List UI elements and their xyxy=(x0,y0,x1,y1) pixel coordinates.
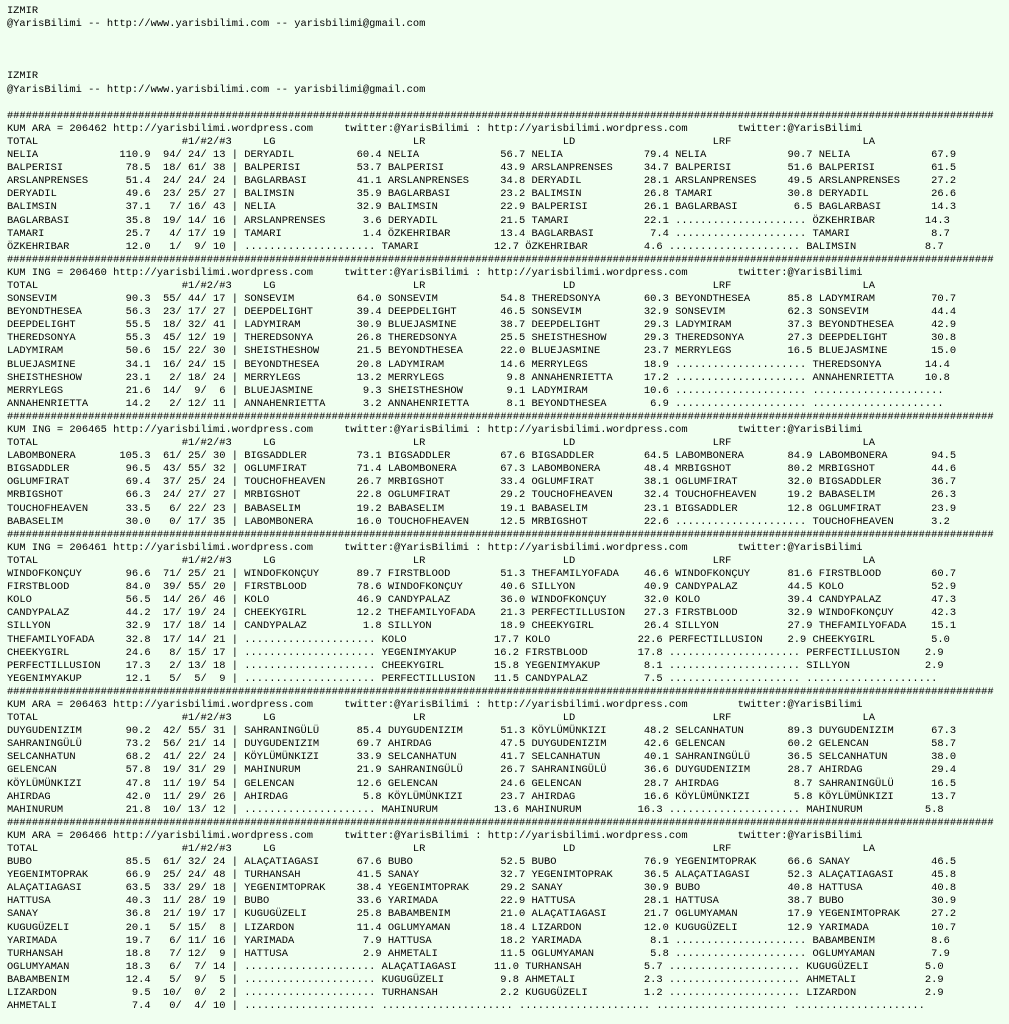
table-row: THEREDSONYA 55.3 45/ 12/ 19 | THEREDSONYA 26.8 THEREDSONYA 25.5 SHEISTHESHOW 29.3 THEREDSONYA 27.3 DEEPDELIGHT 30.8 xyxy=(6,332,957,345)
blank-line xyxy=(7,97,1000,110)
table-row: YEGENIMYAKUP 12.1 5/ 5/ 9 | ..................... PERFECTILLUSION 11.5 CANDYPALAZ 7.5 ..................... ..................... xyxy=(6,672,938,685)
separator-line: ############################################################################################################################################################## xyxy=(6,109,994,122)
table-row: LIZARDON 9.5 10/ 0/ 2 | ..................... TURHANSAH 2.2 KUGUGÜZELI 1.2 ..................... LIZARDON 2.9 xyxy=(6,987,944,1000)
table-row: HATTUSA 40.3 11/ 28/ 19 | BUBO 33.6 YARIMADA 22.9 HATTUSA 28.1 HATTUSA 38.7 BUBO 30.9 xyxy=(6,895,957,908)
text-line: IZMIR xyxy=(6,70,39,83)
column-header-line: TOTAL #1/#2/#3 LG LR LD LRF LA xyxy=(6,437,875,450)
separator-line: ############################################################################################################################################################## xyxy=(6,685,994,698)
table-row: CANDYPALAZ 44.2 17/ 19/ 24 | CHEEKYGIRL 12.2 THEFAMILYOFADA 21.3 PERFECTILLUSION 27.3 FIRSTBLOOD 32.9 WINDOFKONÇUY 42.3 xyxy=(6,607,957,620)
text-line: @YarisBilimi -- http://www.yarisbilimi.com -- yarisbilimi@gmail.com xyxy=(6,83,426,96)
blank-line xyxy=(7,57,1000,70)
separator-line: ############################################################################################################################################################## xyxy=(6,816,994,829)
table-row: ALAÇATIAGASI 63.5 33/ 29/ 18 | YEGENIMTOPRAK 38.4 YEGENIMTOPRAK 29.2 SANAY 30.9 BUBO 40.8 HATTUSA 40.8 xyxy=(6,882,957,895)
blank-line xyxy=(7,44,1000,57)
race-header-line: KUM ARA = 206466 http://yarisbilimi.wordpress.com twitter:@YarisBilimi : http://yarisbilimi.wordpress.com twitter:@YarisBilimi xyxy=(6,829,863,842)
table-row: DERYADIL 49.6 23/ 25/ 27 | BALIMSIN 35.9 BAGLARBASI 23.2 BALIMSIN 26.8 TAMARI 30.8 DERYADIL 26.6 xyxy=(6,188,957,201)
column-header-line: TOTAL #1/#2/#3 LG LR LD LRF LA xyxy=(6,554,875,567)
table-row: MERRYLEGS 21.6 14/ 9/ 6 | BLUEJASMINE 9.3 SHEISTHESHOW 9.1 LADYMIRAM 10.6 ..................... ..................... xyxy=(6,384,944,397)
table-row: YEGENIMTOPRAK 66.9 25/ 24/ 48 | TURHANSAH 41.5 SANAY 32.7 YEGENIMTOPRAK 36.5 ALAÇATIAGASI 52.3 ALAÇATIAGASI 45.8 xyxy=(6,869,957,882)
table-row: PERFECTILLUSION 17.3 2/ 13/ 18 | ..................... CHEEKYGIRL 15.8 YEGENIMYAKUP 8.1 ..................... SILLYON 2.9 xyxy=(6,659,944,672)
table-row: AHMETALI 7.4 0/ 4/ 10 | ..................... ..................... ..................... ..................... ..................... xyxy=(6,1000,925,1013)
table-row: KOLO 56.5 14/ 26/ 46 | KOLO 46.9 CANDYPALAZ 36.0 WINDOFKONÇUY 32.0 KOLO 39.4 CANDYPALAZ 47.3 xyxy=(6,594,957,607)
table-row: MAHINURUM 21.8 10/ 13/ 12 | ..................... MAHINURUM 13.6 MAHINURUM 16.3 ..................... MAHINURUM 5.8 xyxy=(6,803,944,816)
table-row: SHEISTHESHOW 23.1 2/ 18/ 24 | MERRYLEGS 13.2 MERRYLEGS 9.8 ANNAHENRIETTA 17.2 ..................... ANNAHENRIETTA 10.8 xyxy=(6,371,950,384)
table-row: KÖYLÜMÜNKIZI 47.8 11/ 19/ 54 | GELENCAN 12.6 GELENCAN 24.6 GELENCAN 28.7 AHIRDAG 8.7 SAHRANINGÜLÜ 16.5 xyxy=(6,777,957,790)
column-header-line: TOTAL #1/#2/#3 LG LR LD LRF LA xyxy=(6,712,875,725)
table-row: BLUEJASMINE 34.1 16/ 24/ 15 | BEYONDTHESEA 20.8 LADYMIRAM 14.6 MERRYLEGS 18.9 ..................... THEREDSONYA 14.4 xyxy=(6,358,950,371)
table-row: LADYMIRAM 50.6 15/ 22/ 30 | SHEISTHESHOW 21.5 BEYONDTHESEA 22.0 BLUEJASMINE 23.7 MERRYLEGS 16.5 BLUEJASMINE 15.0 xyxy=(6,345,957,358)
text-line: @YarisBilimi -- http://www.yarisbilimi.com -- yarisbilimi@gmail.com xyxy=(6,18,426,31)
table-row: BIGSADDLER 96.5 43/ 55/ 32 | OGLUMFIRAT 71.4 LABOMBONERA 67.3 LABOMBONERA 48.4 MRBIGSHOT 80.2 MRBIGSHOT 44.6 xyxy=(6,463,957,476)
table-row: KUGUGÜZELI 20.1 5/ 15/ 8 | LIZARDON 11.4 OGLUMYAMAN 18.4 LIZARDON 12.0 KUGUGÜZELI 12.9 YARIMADA 10.7 xyxy=(6,921,957,934)
table-row: FIRSTBLOOD 84.0 39/ 55/ 20 | FIRSTBLOOD 78.6 WINDOFKONÇUY 40.6 SILLYON 40.9 CANDYPALAZ 44.5 KOLO 52.9 xyxy=(6,581,957,594)
table-row: DEEPDELIGHT 55.5 18/ 32/ 41 | LADYMIRAM 30.9 BLUEJASMINE 38.7 DEEPDELIGHT 29.3 LADYMIRAM 37.3 BEYONDTHESEA 42.9 xyxy=(6,319,957,332)
race-header-line: KUM ARA = 206462 http://yarisbilimi.wordpress.com twitter:@YarisBilimi : http://yarisbilimi.wordpress.com twitter:@YarisBilimi xyxy=(6,122,863,135)
table-row: WINDOFKONÇUY 96.6 71/ 25/ 21 | WINDOFKONÇUY 89.7 FIRSTBLOOD 51.3 THEFAMILYOFADA 46.6 WINDOFKONÇUY 81.6 FIRSTBLOOD 60.7 xyxy=(6,568,957,581)
table-row: GELENCAN 57.8 19/ 31/ 29 | MAHINURUM 21.9 SAHRANINGÜLÜ 26.7 SAHRANINGÜLÜ 36.6 DUYGUDENIZIM 28.7 AHIRDAG 29.4 xyxy=(6,764,957,777)
separator-line: ############################################################################################################################################################## xyxy=(6,253,994,266)
table-row: YARIMADA 19.7 6/ 11/ 16 | YARIMADA 7.9 HATTUSA 18.2 YARIMADA 8.1 ..................... BABAMBENIM 8.6 xyxy=(6,934,950,947)
table-row: SONSEVIM 90.3 55/ 44/ 17 | SONSEVIM 64.0 SONSEVIM 54.8 THEREDSONYA 60.3 BEYONDTHESEA 85.8 LADYMIRAM 70.7 xyxy=(6,293,957,306)
table-row: BEYONDTHESEA 56.3 23/ 17/ 27 | DEEPDELIGHT 39.4 DEEPDELIGHT 46.5 SONSEVIM 32.9 SONSEVIM 62.3 SONSEVIM 44.4 xyxy=(6,306,957,319)
race-header-line: KUM ING = 206460 http://yarisbilimi.wordpress.com twitter:@YarisBilimi : http://yarisbilimi.wordpress.com twitter:@YarisBilimi xyxy=(6,266,863,279)
table-row: SELCANHATUN 68.2 41/ 22/ 24 | KÖYLÜMÜNKIZI 33.9 SELCANHATUN 41.7 SELCANHATUN 40.1 SAHRANINGÜLÜ 36.5 SELCANHATUN 38.0 xyxy=(6,751,957,764)
table-row: TAMARI 25.7 4/ 17/ 19 | TAMARI 1.4 ÖZKEHRIBAR 13.4 BAGLARBASI 7.4 ..................... TAMARI 8.7 xyxy=(6,227,950,240)
table-row: MRBIGSHOT 66.3 24/ 27/ 27 | MRBIGSHOT 22.8 OGLUMFIRAT 29.2 TOUCHOFHEAVEN 32.4 TOUCHOFHEAVEN 19.2 BABASELIM 26.3 xyxy=(6,489,957,502)
race-header-line: KUM ING = 206461 http://yarisbilimi.wordpress.com twitter:@YarisBilimi : http://yarisbilimi.wordpress.com twitter:@YarisBilimi xyxy=(6,541,863,554)
table-row: AHIRDAG 42.0 11/ 29/ 26 | AHIRDAG 5.8 KÖYLÜMÜNKIZI 23.7 AHIRDAG 16.6 KÖYLÜMÜNKIZI 5.8 KÖYLÜMÜNKIZI 13.7 xyxy=(6,790,957,803)
separator-line: ############################################################################################################################################################## xyxy=(6,410,994,423)
race-header-line: KUM ARA = 206463 http://yarisbilimi.wordpress.com twitter:@YarisBilimi : http://yarisbilimi.wordpress.com twitter:@YarisBilimi xyxy=(6,698,863,711)
table-row: NELIA 110.9 94/ 24/ 13 | DERYADIL 60.4 NELIA 56.7 NELIA 79.4 NELIA 90.7 NELIA 67.9 xyxy=(6,149,957,162)
table-row: BUBO 85.5 61/ 32/ 24 | ALAÇATIAGASI 67.6 BUBO 52.5 BUBO 76.9 YEGENIMTOPRAK 66.6 SANAY 46.5 xyxy=(6,856,957,869)
table-row: ARSLANPRENSES 51.4 24/ 24/ 24 | BAGLARBASI 41.1 ARSLANPRENSES 34.8 DERYADIL 28.1 ARSLANPRENSES 49.5 ARSLANPRENSES 27.2 xyxy=(6,175,957,188)
table-row: BAGLARBASI 35.8 19/ 14/ 16 | ARSLANPRENSES 3.6 DERYADIL 21.5 TAMARI 22.1 ..................... ÖZKEHRIBAR 14.3 xyxy=(6,214,950,227)
table-row: BALIMSIN 37.1 7/ 16/ 43 | NELIA 32.9 BALIMSIN 22.9 BALPERISI 26.1 BAGLARBASI 6.5 BAGLARBASI 14.3 xyxy=(6,201,957,214)
column-header-line: TOTAL #1/#2/#3 LG LR LD LRF LA xyxy=(6,135,875,148)
table-row: DUYGUDENIZIM 90.2 42/ 55/ 31 | SAHRANINGÜLÜ 85.4 DUYGUDENIZIM 51.3 KÖYLÜMÜNKIZI 48.2 SELCANHATUN 89.3 DUYGUDENIZIM 67.3 xyxy=(6,725,957,738)
column-header-line: TOTAL #1/#2/#3 LG LR LD LRF LA xyxy=(6,279,875,292)
table-row: THEFAMILYOFADA 32.8 17/ 14/ 21 | ..................... KOLO 17.7 KOLO 22.6 PERFECTILLUSION 2.9 CHEEKYGIRL 5.0 xyxy=(6,633,950,646)
table-row: CHEEKYGIRL 24.6 8/ 15/ 17 | ..................... YEGENIMYAKUP 16.2 FIRSTBLOOD 17.8 ..................... PERFECTILLUSION 2.9 xyxy=(6,646,944,659)
table-row: ANNAHENRIETTA 14.2 2/ 12/ 11 | ANNAHENRIETTA 3.2 ANNAHENRIETTA 8.1 BEYONDTHESEA 6.9 ..................... ..................... xyxy=(6,397,944,410)
table-row: TOUCHOFHEAVEN 33.5 6/ 22/ 23 | BABASELIM 19.2 BABASELIM 19.1 BABASELIM 23.1 BIGSADDLER 12.8 OGLUMFIRAT 23.9 xyxy=(6,502,957,515)
text-line: IZMIR xyxy=(6,5,39,17)
table-row: OGLUMFIRAT 69.4 37/ 25/ 24 | TOUCHOFHEAVEN 26.7 MRBIGSHOT 33.4 OGLUMFIRAT 38.1 OGLUMFIRAT 32.0 BIGSADDLER 36.7 xyxy=(6,476,957,489)
table-row: SAHRANINGÜLÜ 73.2 56/ 21/ 14 | DUYGUDENIZIM 69.7 AHIRDAG 47.5 DUYGUDENIZIM 42.6 GELENCAN 60.2 GELENCAN 58.7 xyxy=(6,738,957,751)
table-row: SILLYON 32.9 17/ 18/ 14 | CANDYPALAZ 1.8 SILLYON 18.9 CHEEKYGIRL 26.4 SILLYON 27.9 THEFAMILYOFADA 15.1 xyxy=(6,620,957,633)
table-row: OGLUMYAMAN 18.3 6/ 7/ 14 | ..................... ALAÇATIAGASI 11.0 TURHANSAH 5.7 ..................... KUGUGÜZELI 5.0 xyxy=(6,960,944,973)
table-row: BALPERISI 78.5 18/ 61/ 38 | BALPERISI 53.7 BALPERISI 43.9 ARSLANPRENSES 34.7 BALPERISI 51.6 BALPERISI 61.5 xyxy=(6,162,957,175)
table-row: SANAY 36.8 21/ 19/ 17 | KUGUGÜZELI 25.8 BABAMBENIM 21.0 ALAÇATIAGASI 21.7 OGLUMYAMAN 17.9 YEGENIMTOPRAK 27.2 xyxy=(6,908,957,921)
column-header-line: TOTAL #1/#2/#3 LG LR LD LRF LA xyxy=(6,843,875,855)
table-row: BABAMBENIM 12.4 5/ 9/ 5 | ..................... KUGUGÜZELI 9.8 AHMETALI 2.3 ..................... AHMETALI 2.9 xyxy=(6,973,944,986)
table-row: ÖZKEHRIBAR 12.0 1/ 9/ 10 | ..................... TAMARI 12.7 ÖZKEHRIBAR 4.6 ..................... BALIMSIN 8.7 xyxy=(6,240,944,253)
blank-line xyxy=(7,31,1000,44)
table-row: LABOMBONERA 105.3 61/ 25/ 30 | BIGSADDLER 73.1 BIGSADDLER 67.6 BIGSADDLER 64.5 LABOMBONERA 84.9 LABOMBONERA 94.5 xyxy=(6,450,957,463)
table-row: BABASELIM 30.0 0/ 17/ 35 | LABOMBONERA 16.0 TOUCHOFHEAVEN 12.5 MRBIGSHOT 22.6 ..................... TOUCHOFHEAVEN 3.2 xyxy=(6,515,950,528)
race-header-line: KUM ING = 206465 http://yarisbilimi.wordpress.com twitter:@YarisBilimi : http://yarisbilimi.wordpress.com twitter:@YarisBilimi xyxy=(6,424,863,436)
table-row: TURHANSAH 18.8 7/ 12/ 9 | HATTUSA 2.9 AHMETALI 11.5 OGLUMYAMAN 5.8 ..................... OGLUMYAMAN 7.9 xyxy=(6,947,950,960)
separator-line: ############################################################################################################################################################## xyxy=(6,528,994,541)
